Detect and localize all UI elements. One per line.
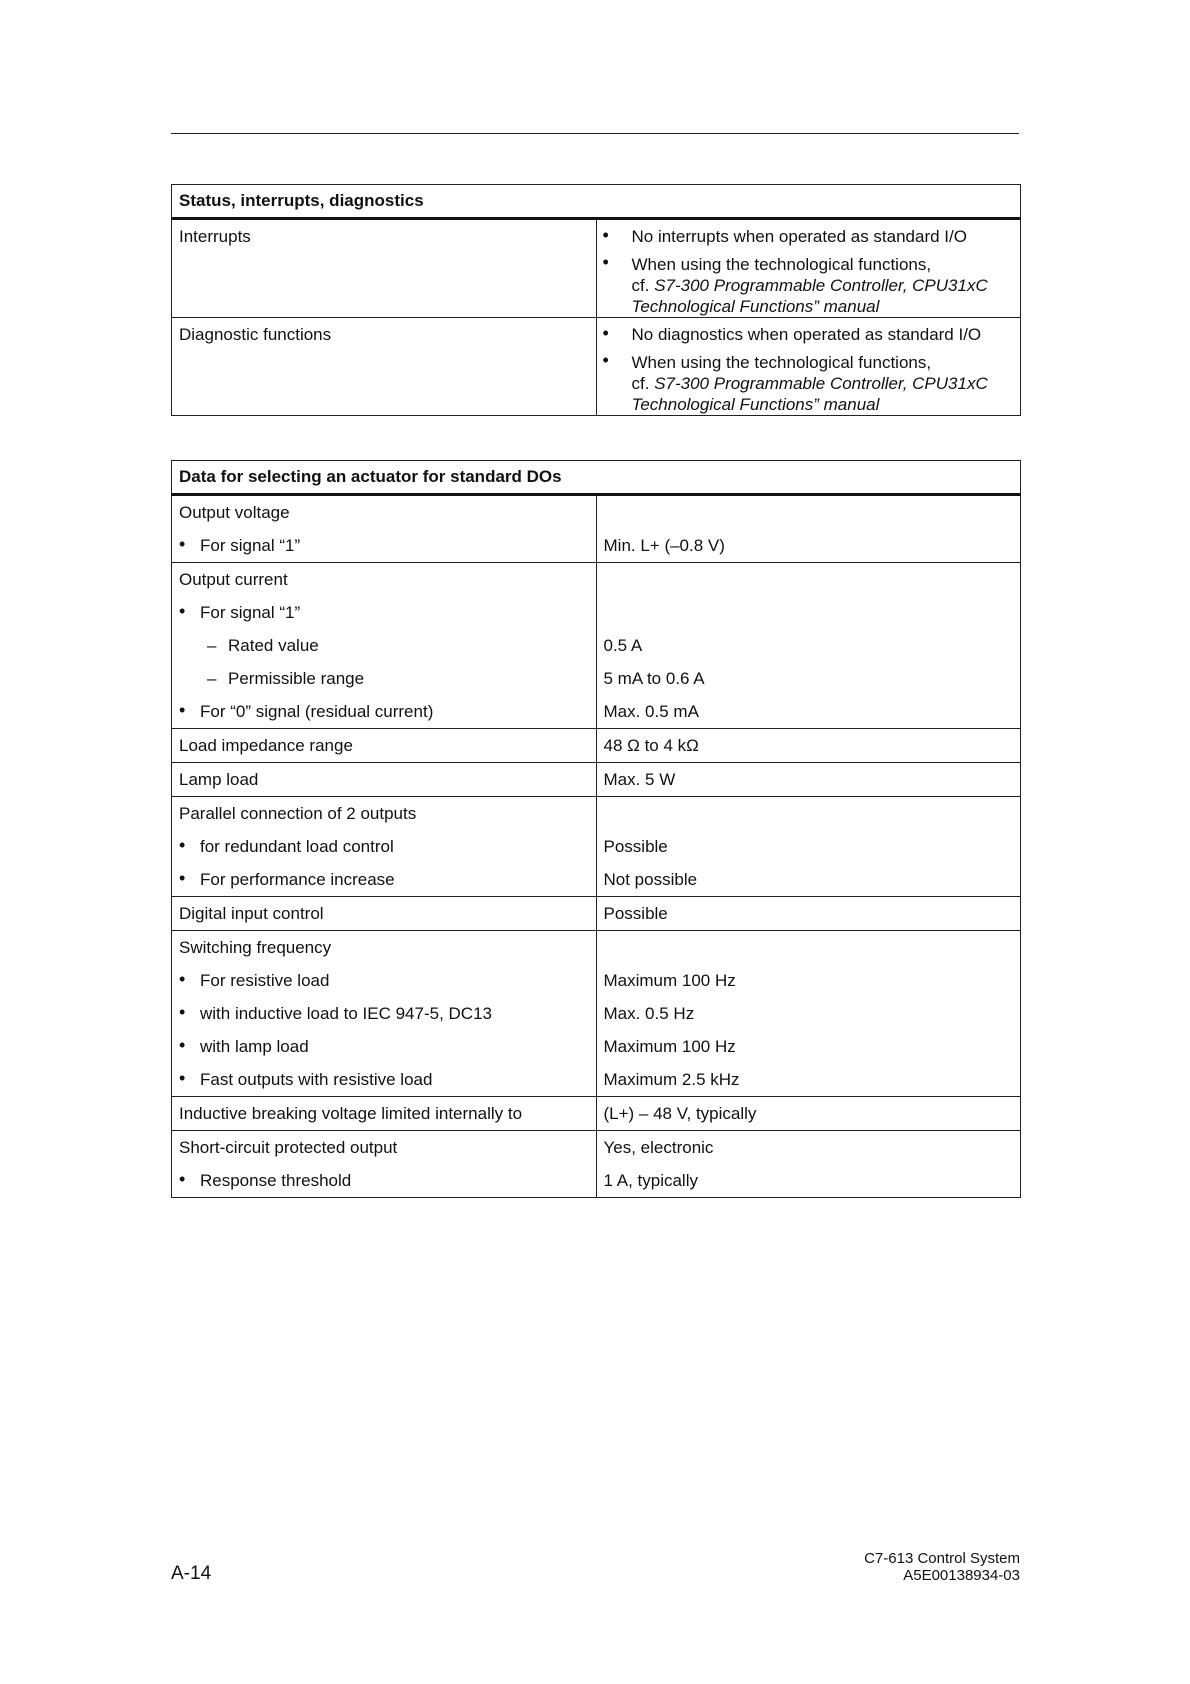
diagnostics-item-2: • When using the technological functions, cf. S7-300 Programmable Controller, CPU31xC Technological Functions” manual bbox=[597, 345, 1021, 415]
signal0-label: • For “0” signal (residual current) bbox=[172, 695, 596, 728]
short-circuit-label: Short-circuit protected output bbox=[179, 1138, 398, 1157]
table-row bbox=[172, 1097, 1021, 1131]
table-row bbox=[172, 563, 1021, 729]
digital-input-control-label: Digital input control bbox=[179, 904, 324, 923]
output-current-label: Output current bbox=[179, 570, 288, 589]
switching-frequency-label: Switching frequency bbox=[179, 938, 332, 957]
table-row bbox=[172, 931, 1021, 1097]
document-number: A5E00138934-03 bbox=[903, 1567, 1020, 1584]
output-voltage-signal1-value: Min. L+ (–0.8 V) bbox=[603, 536, 725, 555]
table-row bbox=[172, 495, 1021, 563]
status-table bbox=[171, 184, 1021, 416]
table-row bbox=[172, 1131, 1021, 1198]
load-impedance-label: Load impedance range bbox=[179, 736, 353, 755]
interrupts-item-2: • When using the technological functions, cf. S7-300 Programmable Controller, CPU31xC Technological Functions” manual bbox=[597, 247, 1021, 317]
diagnostics-item-1: • No diagnostics when operated as standard I/O bbox=[597, 318, 1021, 345]
table-row bbox=[172, 763, 1021, 797]
table-row bbox=[172, 729, 1021, 763]
parallel-connection-label: Parallel connection of 2 outputs bbox=[179, 804, 417, 823]
fast-outputs-label: • Fast outputs with resistive load bbox=[172, 1063, 596, 1096]
manual-reference: S7-300 Programmable Controller, CPU31xC Technological Functions” manual bbox=[631, 276, 988, 316]
status-table-title: Status, interrupts, diagnostics bbox=[172, 185, 1021, 219]
lamp-load-value: Max. 5 W bbox=[603, 770, 676, 789]
rated-value: 0.5 A bbox=[603, 636, 643, 655]
rated-value-label: – Rated value bbox=[172, 629, 596, 662]
output-voltage-label: Output voltage bbox=[179, 503, 290, 522]
table-row bbox=[172, 897, 1021, 931]
redundant-load-label: • for redundant load control bbox=[172, 830, 596, 863]
page-number: A-14 bbox=[171, 1563, 212, 1584]
permissible-range-label: – Permissible range bbox=[172, 662, 596, 695]
output-voltage-signal1-label: • For signal “1” bbox=[172, 529, 596, 562]
inductive-load-label: • with inductive load to IEC 947-5, DC13 bbox=[172, 997, 596, 1030]
short-circuit-value: Yes, electronic bbox=[603, 1138, 714, 1157]
inductive-load-value: Max. 0.5 Hz bbox=[603, 1004, 695, 1023]
response-threshold-label: • Response threshold bbox=[172, 1164, 596, 1197]
resistive-load-label: • For resistive load bbox=[172, 964, 596, 997]
table-row bbox=[172, 318, 1021, 416]
actuator-table bbox=[171, 460, 1021, 1198]
lamp-load-switching-value: Maximum 100 Hz bbox=[603, 1037, 736, 1056]
actuator-table-title: Data for selecting an actuator for standard DOs bbox=[172, 461, 1021, 495]
table-row bbox=[172, 219, 1021, 318]
response-threshold-value: 1 A, typically bbox=[603, 1171, 698, 1190]
signal0-value: Max. 0.5 mA bbox=[603, 702, 699, 721]
interrupts-item-1: • No interrupts when operated as standard I/O bbox=[597, 220, 1021, 247]
table-row bbox=[172, 797, 1021, 897]
inductive-breaking-value: (L+) – 48 V, typically bbox=[603, 1104, 757, 1123]
redundant-load-value: Possible bbox=[603, 837, 668, 856]
lamp-load-switching-label: • with lamp load bbox=[172, 1030, 596, 1063]
digital-input-control-value: Possible bbox=[603, 904, 668, 923]
document-info bbox=[864, 1550, 1020, 1584]
manual-reference: S7-300 Programmable Controller, CPU31xC Technological Functions” manual bbox=[631, 374, 988, 414]
interrupts-label: Interrupts bbox=[179, 227, 251, 246]
load-impedance-value: 48 Ω to 4 kΩ bbox=[603, 736, 699, 755]
header-rule bbox=[171, 133, 1019, 134]
resistive-load-value: Maximum 100 Hz bbox=[603, 971, 736, 990]
diagnostic-functions-label: Diagnostic functions bbox=[179, 325, 332, 344]
document-title: C7-613 Control System bbox=[864, 1550, 1020, 1567]
performance-increase-value: Not possible bbox=[603, 870, 698, 889]
permissible-range-value: 5 mA to 0.6 A bbox=[603, 669, 705, 688]
output-current-signal1-label: • For signal “1” bbox=[172, 596, 596, 629]
fast-outputs-value: Maximum 2.5 kHz bbox=[603, 1070, 740, 1089]
inductive-breaking-label: Inductive breaking voltage limited internally to bbox=[179, 1104, 523, 1123]
performance-increase-label: • For performance increase bbox=[172, 863, 596, 896]
lamp-load-label: Lamp load bbox=[179, 770, 259, 789]
